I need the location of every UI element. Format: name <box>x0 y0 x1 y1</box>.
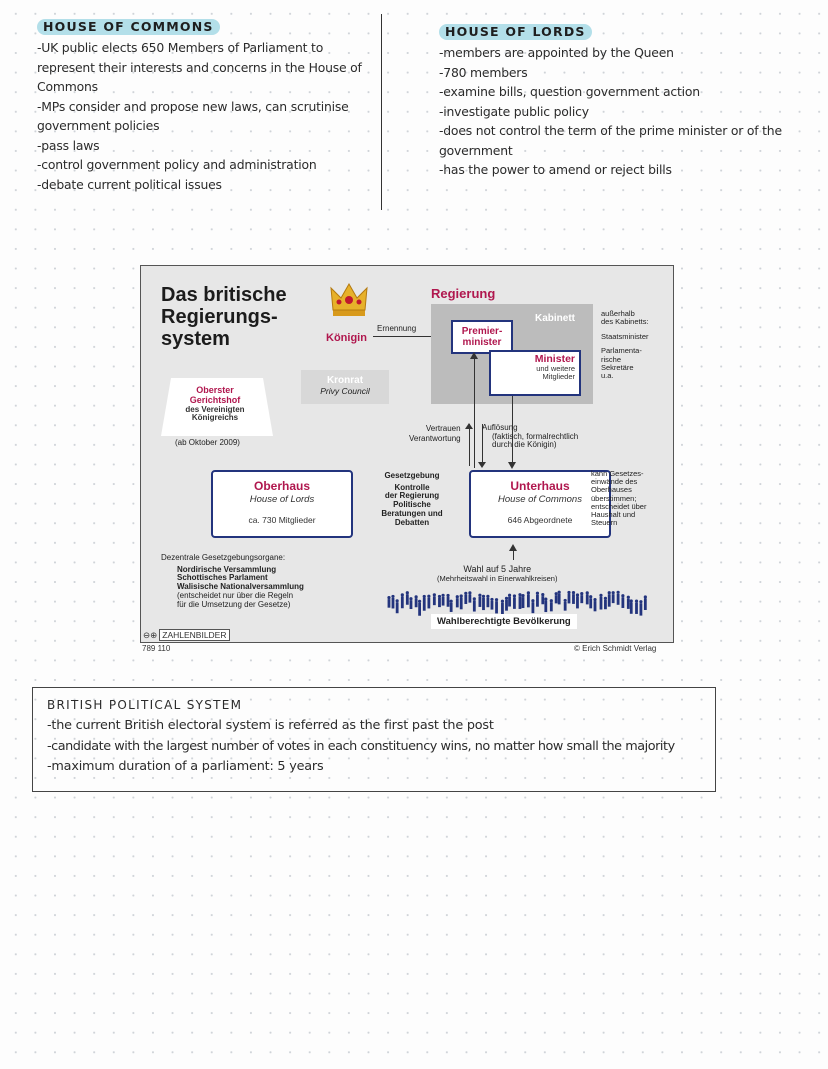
government-system-diagram <box>140 265 674 643</box>
voter-figure <box>639 600 642 616</box>
trust-arrowhead <box>465 423 473 429</box>
vertrauen-label: Vertrauen <box>425 424 461 433</box>
system-heading: BRITISH POLITICAL SYSTEM <box>47 698 243 712</box>
court-sub: des Vereinigten <box>185 404 245 414</box>
kann-line: entscheidet über <box>591 501 647 511</box>
dissolve-arrowhead <box>478 462 486 468</box>
voter-figure <box>580 592 583 603</box>
kann-line: Haushalt und <box>591 510 636 520</box>
voter-figure <box>438 595 441 607</box>
voter-figure <box>586 591 589 604</box>
system-line: -the current British electoral system is referred as the first past the post <box>47 718 494 733</box>
lords-line: -780 members <box>439 64 528 80</box>
minister-sub: Mitglieder <box>542 372 575 381</box>
diagram-title-line: Das britische <box>161 284 287 306</box>
voter-figure <box>572 591 575 604</box>
voter-figure <box>478 594 481 607</box>
lords-line: government <box>439 142 513 158</box>
unterhaus-sub: House of Commons <box>498 494 582 505</box>
dezentral-body: Walisische Nationalversammlung <box>177 582 304 592</box>
voter-figure <box>608 591 611 607</box>
legislation-text <box>356 472 468 527</box>
voter-figure <box>486 595 489 607</box>
unterhaus-label: Unterhaus <box>510 479 570 493</box>
election-text <box>437 564 557 584</box>
voter-figure <box>589 595 592 608</box>
voter-figure <box>490 598 493 610</box>
voter-figure <box>544 597 547 612</box>
ernennung-label: Ernennung <box>377 324 417 333</box>
zahlenbilder-logo <box>143 630 230 641</box>
voter-figure <box>576 593 579 608</box>
column-divider <box>381 14 382 210</box>
pm-line: minister <box>462 337 502 348</box>
zahlenbilder-label: ZAHLENBILDER <box>159 629 229 641</box>
voter-figure <box>635 599 638 613</box>
side-line: des Kabinetts: <box>601 317 649 327</box>
lords-line: -investigate public policy <box>439 103 589 119</box>
system-line: -candidate with the largest number of votes in each constituency wins, no matter how small the majority <box>47 738 675 754</box>
dezentral-note: für die Umsetzung der Gesetze) <box>177 599 291 609</box>
voter-figure <box>456 595 459 607</box>
house-of-commons-box <box>469 470 611 538</box>
verantwortung-label: Verantwortung <box>409 434 461 443</box>
logo-icon: ⊖⊕ <box>143 630 158 640</box>
lords-line: -members are appointed by the Queen <box>439 45 674 60</box>
wahl-sub: (Mehrheitswahl in Einerwahlkreisen) <box>437 574 558 583</box>
voter-figure <box>482 595 485 610</box>
aufloesung-sub: (faktisch, formalrechtlich <box>492 431 579 441</box>
outside-cabinet-text <box>601 310 649 381</box>
trust-line <box>469 424 470 466</box>
voter-figure <box>495 598 498 613</box>
kann-line: kann Gesetzes- <box>591 469 644 478</box>
oberhaus-label: Oberhaus <box>253 479 310 493</box>
voter-figure <box>593 598 596 611</box>
electorate-label: Wahlberechtigte Bevölkerung <box>431 614 577 629</box>
voter-figure <box>567 591 570 603</box>
regierung-label: Regierung <box>431 286 496 301</box>
wahl-label: Wahl auf 5 Jahre <box>463 564 532 574</box>
appointment-arrow <box>373 336 439 337</box>
lords-line: -has the power to amend or reject bills <box>439 162 672 177</box>
voter-figure <box>621 594 624 608</box>
kann-line: Steuern <box>591 518 618 528</box>
queen-label: Königin <box>326 332 367 344</box>
voter-figure <box>518 593 521 609</box>
voter-figure <box>441 594 444 606</box>
court-sub: Königreichs <box>191 413 239 423</box>
kann-line: Oberhauses <box>591 485 632 495</box>
prime-minister-box <box>451 320 513 354</box>
lords-heading: HOUSE OF LORDS <box>439 24 592 40</box>
voter-figure <box>627 596 630 609</box>
voter-figure <box>536 592 539 607</box>
down-arrowhead <box>508 462 516 469</box>
lords-line: -does not control the term of the prime minister or of the <box>439 123 782 138</box>
voter-figure <box>401 593 404 608</box>
court-line: Gerichtshof <box>189 394 241 405</box>
voter-figure <box>415 595 418 607</box>
voter-figure <box>406 591 409 605</box>
side-line: u.a. <box>601 371 614 381</box>
oberhaus-sub: House of Lords <box>249 494 315 505</box>
house-of-lords-box <box>211 470 353 538</box>
voter-figure <box>558 591 561 605</box>
vertrauen-text <box>409 424 461 444</box>
voter-figure <box>433 593 436 605</box>
voter-figure <box>604 597 607 609</box>
gesetz-line: der Regierung <box>384 491 440 501</box>
supreme-court-text <box>165 386 265 423</box>
voter-figure <box>531 599 534 613</box>
voter-figure <box>644 595 647 610</box>
voter-figure <box>391 595 394 609</box>
pm-up-line <box>474 356 475 468</box>
voter-figure <box>460 594 463 609</box>
dezentral-heading: Dezentrale Gesetzgebungsorgane: <box>161 553 286 562</box>
gesetz-line: Beratungen und <box>381 508 443 518</box>
voter-figure <box>387 596 390 608</box>
side-line: Staatsminister <box>601 331 649 341</box>
diagram-number: 789 110 <box>142 644 171 653</box>
voter-figure <box>427 595 430 609</box>
diagram-title-line: system <box>161 328 230 350</box>
lords-line: -examine bills, question government action <box>439 84 700 99</box>
aufloesung-text <box>482 424 578 450</box>
kabinett-label: Kabinett <box>535 313 575 324</box>
voter-figure <box>630 599 633 613</box>
diagram-publisher: © Erich Schmidt Verlag <box>574 644 657 653</box>
commons-line: -pass laws <box>37 137 100 153</box>
gesetz-line: Kontrolle <box>394 482 430 492</box>
voter-figure <box>599 594 602 610</box>
voter-figure <box>396 599 399 613</box>
privy-label: Privy Council <box>320 386 370 396</box>
political-system-box <box>32 687 716 792</box>
voter-figure <box>508 594 511 607</box>
commons-line: Commons <box>37 79 98 94</box>
kann-line: überstimmen; <box>591 493 637 503</box>
voter-figure <box>527 591 530 607</box>
voter-figure <box>464 592 467 604</box>
commons-line: -MPs consider and propose new laws, can scrutinise <box>37 98 349 114</box>
devolved-bodies-text <box>161 554 304 609</box>
voter-figure <box>446 594 449 607</box>
voters-crowd-icon <box>384 584 652 616</box>
aufloesung-label: Auflösung <box>482 423 518 432</box>
voter-figure <box>409 597 412 609</box>
gesetz-line: Politische <box>393 500 431 510</box>
crown-icon <box>329 280 369 318</box>
voter-figure <box>564 599 567 611</box>
minister-box <box>489 350 581 396</box>
dezentral-body: Schottisches Parlament <box>177 573 268 583</box>
kronrat-label: Kronrat <box>326 375 364 386</box>
lords-notes <box>439 22 782 180</box>
diagram-title <box>161 284 287 350</box>
diagram-title-line: Regierungs- <box>161 306 278 328</box>
voter-figure <box>550 599 553 611</box>
commons-powers-text <box>591 470 646 527</box>
voter-figure <box>505 597 508 611</box>
commons-heading: HOUSE OF COMMONS <box>37 19 220 35</box>
court-line: Oberster <box>196 385 234 395</box>
privy-council-box <box>301 370 389 404</box>
voter-figure <box>612 591 615 603</box>
election-up-line <box>513 550 514 560</box>
dezentral-note: (entscheidet nur über die Regeln <box>177 590 294 600</box>
unterhaus-count: 646 Abgeordnete <box>507 515 573 525</box>
commons-line: -debate current political issues <box>37 176 222 192</box>
voter-figure <box>423 595 426 611</box>
commons-line: government policies <box>37 118 160 133</box>
voter-figure <box>450 600 453 612</box>
gesetz-line: Debatten <box>394 517 430 527</box>
court-date: (ab Oktober 2009) <box>175 438 240 447</box>
minister-sub: und weitere <box>536 364 575 373</box>
voter-figure <box>418 600 421 616</box>
pm-line: Premier- <box>461 326 503 337</box>
oberhaus-count: ca. 730 Mitglieder <box>248 515 316 525</box>
side-line: rische <box>601 354 622 364</box>
commons-line: -control government policy and administration <box>37 157 317 172</box>
commons-notes <box>37 17 362 194</box>
commons-line: -UK public elects 650 Members of Parliament to <box>37 40 324 55</box>
commons-line: represent their interests and concerns in the House of <box>37 59 362 75</box>
voter-figure <box>468 591 471 602</box>
voter-figure <box>617 591 620 605</box>
side-line: außerhalb <box>601 309 635 318</box>
dezentral-body: Nordirische Versammlung <box>177 564 277 574</box>
voter-figure <box>513 594 516 609</box>
side-line: Parlamenta- <box>601 346 642 356</box>
up-arrowhead <box>470 352 478 359</box>
side-line: Sekretäre <box>601 363 634 373</box>
voter-figure <box>555 592 558 603</box>
voter-figure <box>521 594 524 608</box>
voter-figure <box>501 600 504 615</box>
aufloesung-sub: durch die Königin) <box>492 440 557 450</box>
system-line: -maximum duration of a parliament: 5 years <box>47 759 324 774</box>
kann-line: einwände des <box>591 477 638 487</box>
voter-figure <box>541 593 544 604</box>
gesetz-line: Gesetzgebung <box>384 471 440 480</box>
minister-label: Minister <box>534 353 575 365</box>
voter-figure <box>473 597 476 611</box>
